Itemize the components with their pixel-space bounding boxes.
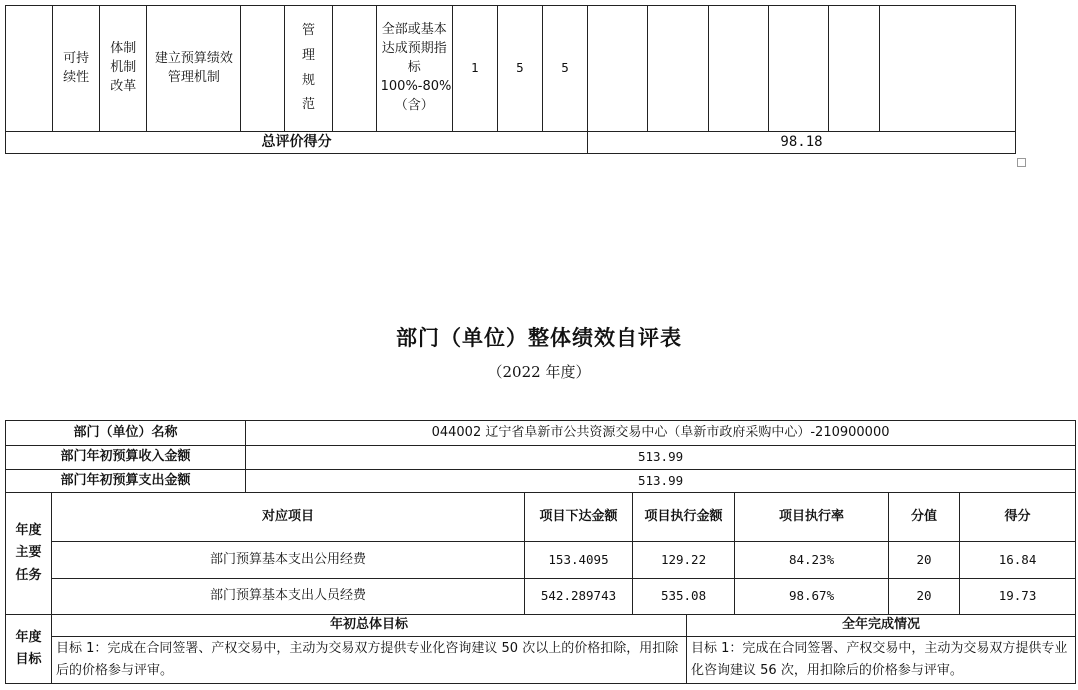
task-budget: 542.289743 <box>525 579 633 615</box>
cell-blank <box>241 6 285 132</box>
cell-category: 体制机制改革 <box>100 6 147 132</box>
goals-content-row <box>6 637 1076 684</box>
task-score: 19.73 <box>960 579 1076 615</box>
task-project: 部门预算基本支出人员经费 <box>52 579 525 615</box>
self-evaluation-table <box>5 420 1076 684</box>
cell-empty <box>588 6 648 132</box>
dept-name-row <box>6 421 1076 446</box>
cell-empty <box>769 6 829 132</box>
indicator-row <box>6 6 1016 132</box>
task-rate: 84.23% <box>735 542 889 579</box>
goals-side-label: 年度目标 <box>6 615 52 684</box>
tasks-header-row <box>6 493 1076 542</box>
task-weight: 20 <box>889 542 960 579</box>
previous-indicator-table <box>5 5 1016 154</box>
cell-empty <box>829 6 879 132</box>
task-executed: 535.08 <box>633 579 735 615</box>
header-rate: 项目执行率 <box>735 493 889 542</box>
cell-weight: 1 <box>452 6 497 132</box>
header-weight: 分值 <box>889 493 960 542</box>
total-score-label: 总评价得分 <box>6 132 588 154</box>
completion-header: 全年完成情况 <box>687 615 1076 637</box>
task-budget: 153.4095 <box>525 542 633 579</box>
cell-score-b: 5 <box>542 6 587 132</box>
dept-name-value: 044002 辽宁省阜新市公共资源交易中心（阜新市政府采购中心）-210900000 <box>246 421 1076 446</box>
task-weight: 20 <box>889 579 960 615</box>
cell-blank <box>332 6 376 132</box>
dept-name-label: 部门（单位）名称 <box>6 421 246 446</box>
task-rate: 98.67% <box>735 579 889 615</box>
completion-text: 目标 1：完成在合同签署、产权交易中，主动为交易双方提供专业化咨询建议 56 次，用扣除后的价格参与评审。 <box>687 637 1076 684</box>
task-row <box>6 579 1076 615</box>
total-score-value: 98.18 <box>588 132 1016 154</box>
initial-goal-header: 年初总体目标 <box>52 615 687 637</box>
task-project: 部门预算基本支出公用经费 <box>52 542 525 579</box>
expense-row <box>6 470 1076 493</box>
cell-blank <box>6 6 53 132</box>
tasks-side-label: 年度主要任务 <box>6 493 52 615</box>
task-executed: 129.22 <box>633 542 735 579</box>
table-resize-handle[interactable] <box>1017 158 1026 167</box>
page-title: 部门（单位）整体绩效自评表 <box>396 325 682 350</box>
initial-goal-text: 目标 1：完成在合同签署、产权交易中，主动为交易双方提供专业化咨询建议 50 次以上的价格扣除，用扣除后的价格参与评审。 <box>52 637 687 684</box>
task-row <box>6 542 1076 579</box>
goals-header-row <box>6 615 1076 637</box>
cell-dimension: 可持续性 <box>53 6 100 132</box>
expense-label: 部门年初预算支出金额 <box>6 470 246 493</box>
header-budget: 项目下达金额 <box>525 493 633 542</box>
cell-empty <box>879 6 1015 132</box>
header-executed: 项目执行金额 <box>633 493 735 542</box>
income-value: 513.99 <box>246 446 1076 470</box>
task-score: 16.84 <box>960 542 1076 579</box>
total-row <box>6 132 1016 154</box>
expense-value: 513.99 <box>246 470 1076 493</box>
cell-score-a: 5 <box>497 6 542 132</box>
income-row <box>6 446 1076 470</box>
cell-empty <box>709 6 769 132</box>
cell-type: 管理规范 <box>285 6 332 132</box>
cell-indicator: 建立预算绩效管理机制 <box>147 6 241 132</box>
cell-empty <box>648 6 709 132</box>
header-project: 对应项目 <box>52 493 525 542</box>
cell-standard: 全部或基本达成预期指标100%-80%（含） <box>376 6 452 132</box>
income-label: 部门年初预算收入金额 <box>6 446 246 470</box>
page-subtitle: （2022 年度） <box>487 363 591 381</box>
header-score: 得分 <box>960 493 1076 542</box>
